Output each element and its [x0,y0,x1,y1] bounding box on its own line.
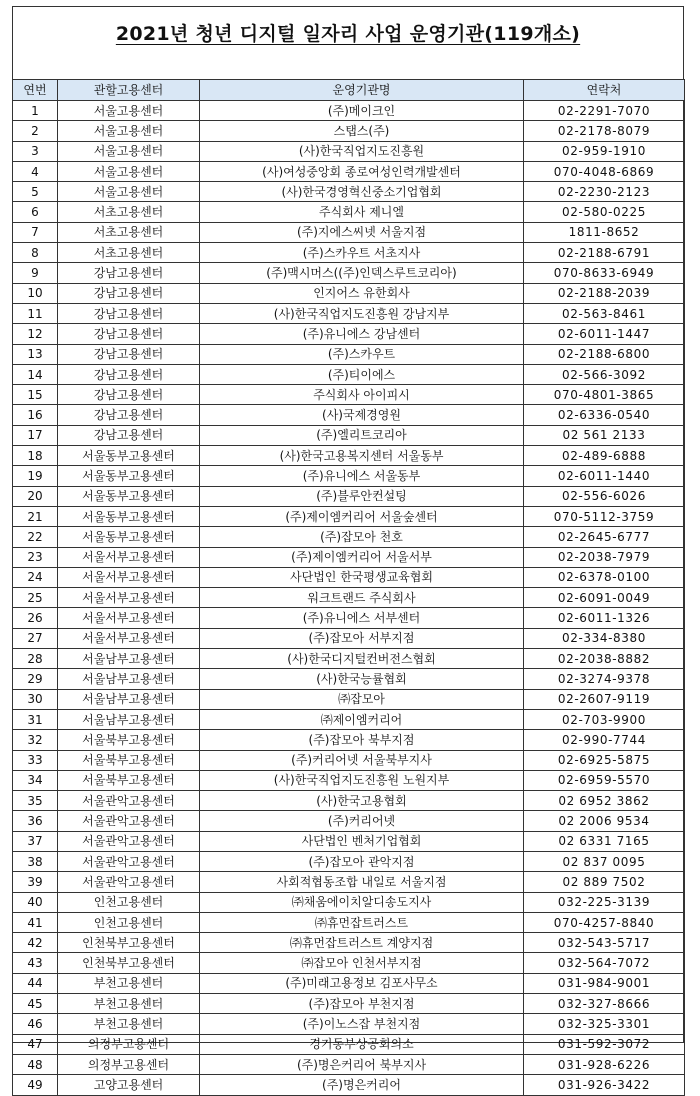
cell-center: 부천고용센터 [58,973,200,993]
cell-contact: 02-703-9900 [524,709,685,729]
operators-table [12,79,685,1096]
cell-number: 10 [13,283,58,303]
cell-number: 27 [13,628,58,648]
cell-number: 48 [13,1054,58,1074]
cell-number: 34 [13,770,58,790]
cell-organization: (주)명은커리어 [200,1075,524,1095]
cell-center: 부천고용센터 [58,994,200,1014]
cell-number: 23 [13,547,58,567]
cell-organization: (주)티이에스 [200,364,524,384]
cell-number: 45 [13,994,58,1014]
cell-number: 32 [13,730,58,750]
cell-organization: 사회적협동조합 내일로 서울지점 [200,872,524,892]
cell-center: 서울남부고용센터 [58,689,200,709]
table-row [13,506,685,526]
cell-contact: 02-2038-7979 [524,547,685,567]
cell-center: 서울남부고용센터 [58,669,200,689]
table-row [13,486,685,506]
cell-organization: (주)미래고용정보 김포사무소 [200,973,524,993]
cell-organization: 주식회사 아이피시 [200,385,524,405]
cell-number: 26 [13,608,58,628]
cell-center: 서울동부고용센터 [58,466,200,486]
cell-center: 서울동부고용센터 [58,506,200,526]
cell-center: 강남고용센터 [58,385,200,405]
table-row [13,608,685,628]
cell-organization: ㈜제이엠커리어 [200,709,524,729]
cell-organization: (주)잡모아 북부지점 [200,730,524,750]
document-sheet [12,6,684,1092]
cell-contact: 02-2038-8882 [524,649,685,669]
cell-organization: (사)한국직업지도진흥원 강남지부 [200,303,524,323]
table-row [13,730,685,750]
cell-organization: 인지어스 유한회사 [200,283,524,303]
table-row [13,628,685,648]
table-row [13,161,685,181]
cell-contact: 02 2006 9534 [524,811,685,831]
cell-contact: 02-563-8461 [524,303,685,323]
table-row [13,912,685,932]
cell-contact: 02-6336-0540 [524,405,685,425]
cell-contact: 02-489-6888 [524,446,685,466]
cell-number: 25 [13,588,58,608]
cell-organization: (주)커리어넷 서울북부지사 [200,750,524,770]
table-row [13,547,685,567]
cell-organization: (사)한국능률협회 [200,669,524,689]
cell-number: 38 [13,851,58,871]
table-row [13,851,685,871]
cell-center: 서울고용센터 [58,121,200,141]
title-area [13,7,683,79]
cell-organization: (주)잡모아 천호 [200,527,524,547]
column-header-number: 연번 [13,80,58,101]
cell-organization: (사)한국경영혁신중소기업협회 [200,182,524,202]
table-row [13,872,685,892]
cell-organization: ㈜휴먼잡트러스트 계양지점 [200,933,524,953]
cell-center: 강남고용센터 [58,364,200,384]
cell-center: 서울관악고용센터 [58,791,200,811]
table-row [13,953,685,973]
table-row [13,344,685,364]
cell-organization: (사)한국고용협회 [200,791,524,811]
cell-center: 서울관악고용센터 [58,831,200,851]
cell-number: 14 [13,364,58,384]
cell-organization: (주)잡모아 부천지점 [200,994,524,1014]
cell-number: 16 [13,405,58,425]
cell-contact: 031-984-9001 [524,973,685,993]
table-row [13,324,685,344]
table-row [13,263,685,283]
cell-number: 41 [13,912,58,932]
cell-organization: (주)유니에스 강남센터 [200,324,524,344]
cell-contact: 070-8633-6949 [524,263,685,283]
cell-center: 서울관악고용센터 [58,851,200,871]
table-row [13,222,685,242]
cell-contact: 02-2178-8079 [524,121,685,141]
cell-center: 서울동부고용센터 [58,486,200,506]
cell-number: 17 [13,425,58,445]
cell-organization: (주)유니에스 서부센터 [200,608,524,628]
table-row [13,1014,685,1034]
cell-organization: 경기동부상공회의소 [200,1034,524,1054]
cell-number: 46 [13,1014,58,1034]
table-row [13,811,685,831]
cell-number: 13 [13,344,58,364]
cell-organization: (주)커리어넷 [200,811,524,831]
cell-center: 서울북부고용센터 [58,750,200,770]
cell-center: 서울서부고용센터 [58,608,200,628]
cell-number: 19 [13,466,58,486]
table-row [13,791,685,811]
table-row [13,101,685,121]
cell-center: 서울동부고용센터 [58,527,200,547]
table-row [13,182,685,202]
cell-number: 37 [13,831,58,851]
table-row [13,303,685,323]
cell-number: 24 [13,567,58,587]
cell-contact: 02-6011-1447 [524,324,685,344]
cell-number: 22 [13,527,58,547]
cell-contact: 032-325-3301 [524,1014,685,1034]
table-row [13,121,685,141]
cell-center: 강남고용센터 [58,303,200,323]
cell-number: 49 [13,1075,58,1095]
cell-contact: 02 6952 3862 [524,791,685,811]
cell-organization: (주)명은커리어 북부지사 [200,1054,524,1074]
cell-number: 9 [13,263,58,283]
table-row [13,1034,685,1054]
cell-organization: (사)한국디지털컨버전스협회 [200,649,524,669]
cell-contact: 02-959-1910 [524,141,685,161]
cell-center: 강남고용센터 [58,344,200,364]
cell-contact: 02-990-7744 [524,730,685,750]
cell-number: 31 [13,709,58,729]
cell-contact: 070-5112-3759 [524,506,685,526]
cell-contact: 02-2607-9119 [524,689,685,709]
cell-contact: 02-2645-6777 [524,527,685,547]
cell-organization: (주)이노스잡 부천지점 [200,1014,524,1034]
cell-number: 3 [13,141,58,161]
cell-contact: 031-928-6226 [524,1054,685,1074]
cell-contact: 02 837 0095 [524,851,685,871]
cell-center: 서울북부고용센터 [58,730,200,750]
table-row [13,994,685,1014]
cell-organization: ㈜채움에이치알디송도지사 [200,892,524,912]
table-row [13,527,685,547]
cell-contact: 02-6011-1440 [524,466,685,486]
cell-center: 서울관악고용센터 [58,872,200,892]
cell-organization: ㈜잡모아 [200,689,524,709]
cell-center: 서울남부고용센터 [58,709,200,729]
table-row [13,364,685,384]
cell-contact: 02 561 2133 [524,425,685,445]
cell-contact: 02-6011-1326 [524,608,685,628]
cell-center: 서울서부고용센터 [58,567,200,587]
cell-number: 5 [13,182,58,202]
cell-organization: (주)블루안컨설팅 [200,486,524,506]
cell-organization: 워크트랜드 주식회사 [200,588,524,608]
cell-contact: 1811-8652 [524,222,685,242]
cell-number: 8 [13,243,58,263]
table-row [13,750,685,770]
cell-center: 서울고용센터 [58,101,200,121]
cell-contact: 070-4257-8840 [524,912,685,932]
cell-organization: (주)유니에스 서울동부 [200,466,524,486]
column-header-center: 관할고용센터 [58,80,200,101]
cell-organization: (주)스카우트 [200,344,524,364]
table-row [13,669,685,689]
cell-contact: 070-4048-6869 [524,161,685,181]
cell-organization: (주)지에스씨넷 서울지점 [200,222,524,242]
cell-center: 인천북부고용센터 [58,953,200,973]
table-row [13,1075,685,1095]
cell-contact: 02-6959-5570 [524,770,685,790]
cell-number: 35 [13,791,58,811]
cell-number: 11 [13,303,58,323]
table-row [13,202,685,222]
cell-center: 서울서부고용센터 [58,547,200,567]
cell-organization: (주)잡모아 서부지점 [200,628,524,648]
table-row [13,973,685,993]
cell-center: 서울고용센터 [58,141,200,161]
cell-organization: ㈜휴먼잡트러스트 [200,912,524,932]
cell-center: 강남고용센터 [58,263,200,283]
cell-number: 30 [13,689,58,709]
table-row [13,283,685,303]
cell-number: 33 [13,750,58,770]
cell-contact: 02-6091-0049 [524,588,685,608]
cell-center: 강남고용센터 [58,324,200,344]
cell-contact: 032-327-8666 [524,994,685,1014]
cell-center: 부천고용센터 [58,1014,200,1034]
cell-center: 서초고용센터 [58,222,200,242]
cell-contact: 032-564-7072 [524,953,685,973]
cell-organization: (주)메이크인 [200,101,524,121]
column-header-organization: 운영기관명 [200,80,524,101]
cell-number: 47 [13,1034,58,1054]
cell-contact: 02-2230-2123 [524,182,685,202]
table-row [13,425,685,445]
cell-contact: 070-4801-3865 [524,385,685,405]
table-row [13,446,685,466]
cell-number: 20 [13,486,58,506]
cell-contact: 02-566-3092 [524,364,685,384]
table-row [13,892,685,912]
cell-organization: ㈜잡모아 인천서부지점 [200,953,524,973]
cell-organization: (주)제이엠커리어 서울서부 [200,547,524,567]
cell-center: 서울동부고용센터 [58,446,200,466]
cell-organization: 주식회사 제니엘 [200,202,524,222]
cell-organization: (주)맥시머스((주)인덱스루트코리아) [200,263,524,283]
cell-number: 4 [13,161,58,181]
cell-number: 44 [13,973,58,993]
cell-number: 21 [13,506,58,526]
cell-organization: 사단법인 한국평생교육협회 [200,567,524,587]
cell-number: 15 [13,385,58,405]
table-row [13,141,685,161]
cell-organization: 사단법인 벤처기업협회 [200,831,524,851]
table-header-row [13,80,685,101]
cell-organization: (사)한국직업지도진흥원 노원지부 [200,770,524,790]
cell-number: 40 [13,892,58,912]
cell-center: 서초고용센터 [58,202,200,222]
table-row [13,770,685,790]
cell-contact: 02-2188-6800 [524,344,685,364]
cell-contact: 02-556-6026 [524,486,685,506]
cell-contact: 02-2188-6791 [524,243,685,263]
cell-contact: 02 6331 7165 [524,831,685,851]
cell-center: 서울남부고용센터 [58,649,200,669]
cell-contact: 02-6925-5875 [524,750,685,770]
cell-center: 서울고용센터 [58,182,200,202]
table-row [13,689,685,709]
table-row [13,933,685,953]
cell-contact: 02-2188-2039 [524,283,685,303]
cell-contact: 02 889 7502 [524,872,685,892]
cell-center: 서울서부고용센터 [58,628,200,648]
cell-contact: 02-2291-7070 [524,101,685,121]
table-row [13,385,685,405]
document-title: 2021년 청년 디지털 일자리 사업 운영기관(119개소) [115,23,581,45]
table-row [13,567,685,587]
cell-center: 강남고용센터 [58,405,200,425]
column-header-contact: 연락처 [524,80,685,101]
cell-number: 12 [13,324,58,344]
table-row [13,588,685,608]
cell-center: 서울서부고용센터 [58,588,200,608]
cell-center: 강남고용센터 [58,283,200,303]
cell-number: 2 [13,121,58,141]
cell-number: 29 [13,669,58,689]
cell-contact: 02-580-0225 [524,202,685,222]
table-row [13,649,685,669]
cell-center: 강남고용센터 [58,425,200,445]
cell-organization: (주)잡모아 관악지점 [200,851,524,871]
table-body [13,101,685,1096]
cell-organization: (사)한국고용복지센터 서울동부 [200,446,524,466]
cell-center: 고양고용센터 [58,1075,200,1095]
cell-center: 서울관악고용센터 [58,811,200,831]
cell-number: 28 [13,649,58,669]
cell-center: 서울고용센터 [58,161,200,181]
cell-contact: 032-225-3139 [524,892,685,912]
cell-number: 1 [13,101,58,121]
cell-number: 36 [13,811,58,831]
cell-contact: 032-543-5717 [524,933,685,953]
cell-center: 인천고용센터 [58,912,200,932]
cell-organization: 스탭스(주) [200,121,524,141]
cell-organization: (사)국제경영원 [200,405,524,425]
cell-center: 서울북부고용센터 [58,770,200,790]
table-row [13,1054,685,1074]
cell-contact: 02-6378-0100 [524,567,685,587]
cell-center: 서초고용센터 [58,243,200,263]
cell-center: 인천북부고용센터 [58,933,200,953]
cell-number: 42 [13,933,58,953]
table-row [13,243,685,263]
cell-center: 인천고용센터 [58,892,200,912]
cell-organization: (주)스카우트 서초지사 [200,243,524,263]
cell-number: 43 [13,953,58,973]
cell-contact: 02-3274-9378 [524,669,685,689]
cell-number: 39 [13,872,58,892]
cell-number: 18 [13,446,58,466]
cell-contact: 031-926-3422 [524,1075,685,1095]
cell-center: 의정부고용센터 [58,1054,200,1074]
table-row [13,405,685,425]
table-row [13,466,685,486]
cell-organization: (사)여성중앙회 종로여성인력개발센터 [200,161,524,181]
cell-contact: 02-334-8380 [524,628,685,648]
cell-organization: (주)엘리트코리아 [200,425,524,445]
cell-organization: (주)제이엠커리어 서울숲센터 [200,506,524,526]
table-row [13,709,685,729]
cell-contact: 031-592-3072 [524,1034,685,1054]
cell-center: 의정부고용센터 [58,1034,200,1054]
cell-organization: (사)한국직업지도진흥원 [200,141,524,161]
table-row [13,831,685,851]
cell-number: 6 [13,202,58,222]
cell-number: 7 [13,222,58,242]
